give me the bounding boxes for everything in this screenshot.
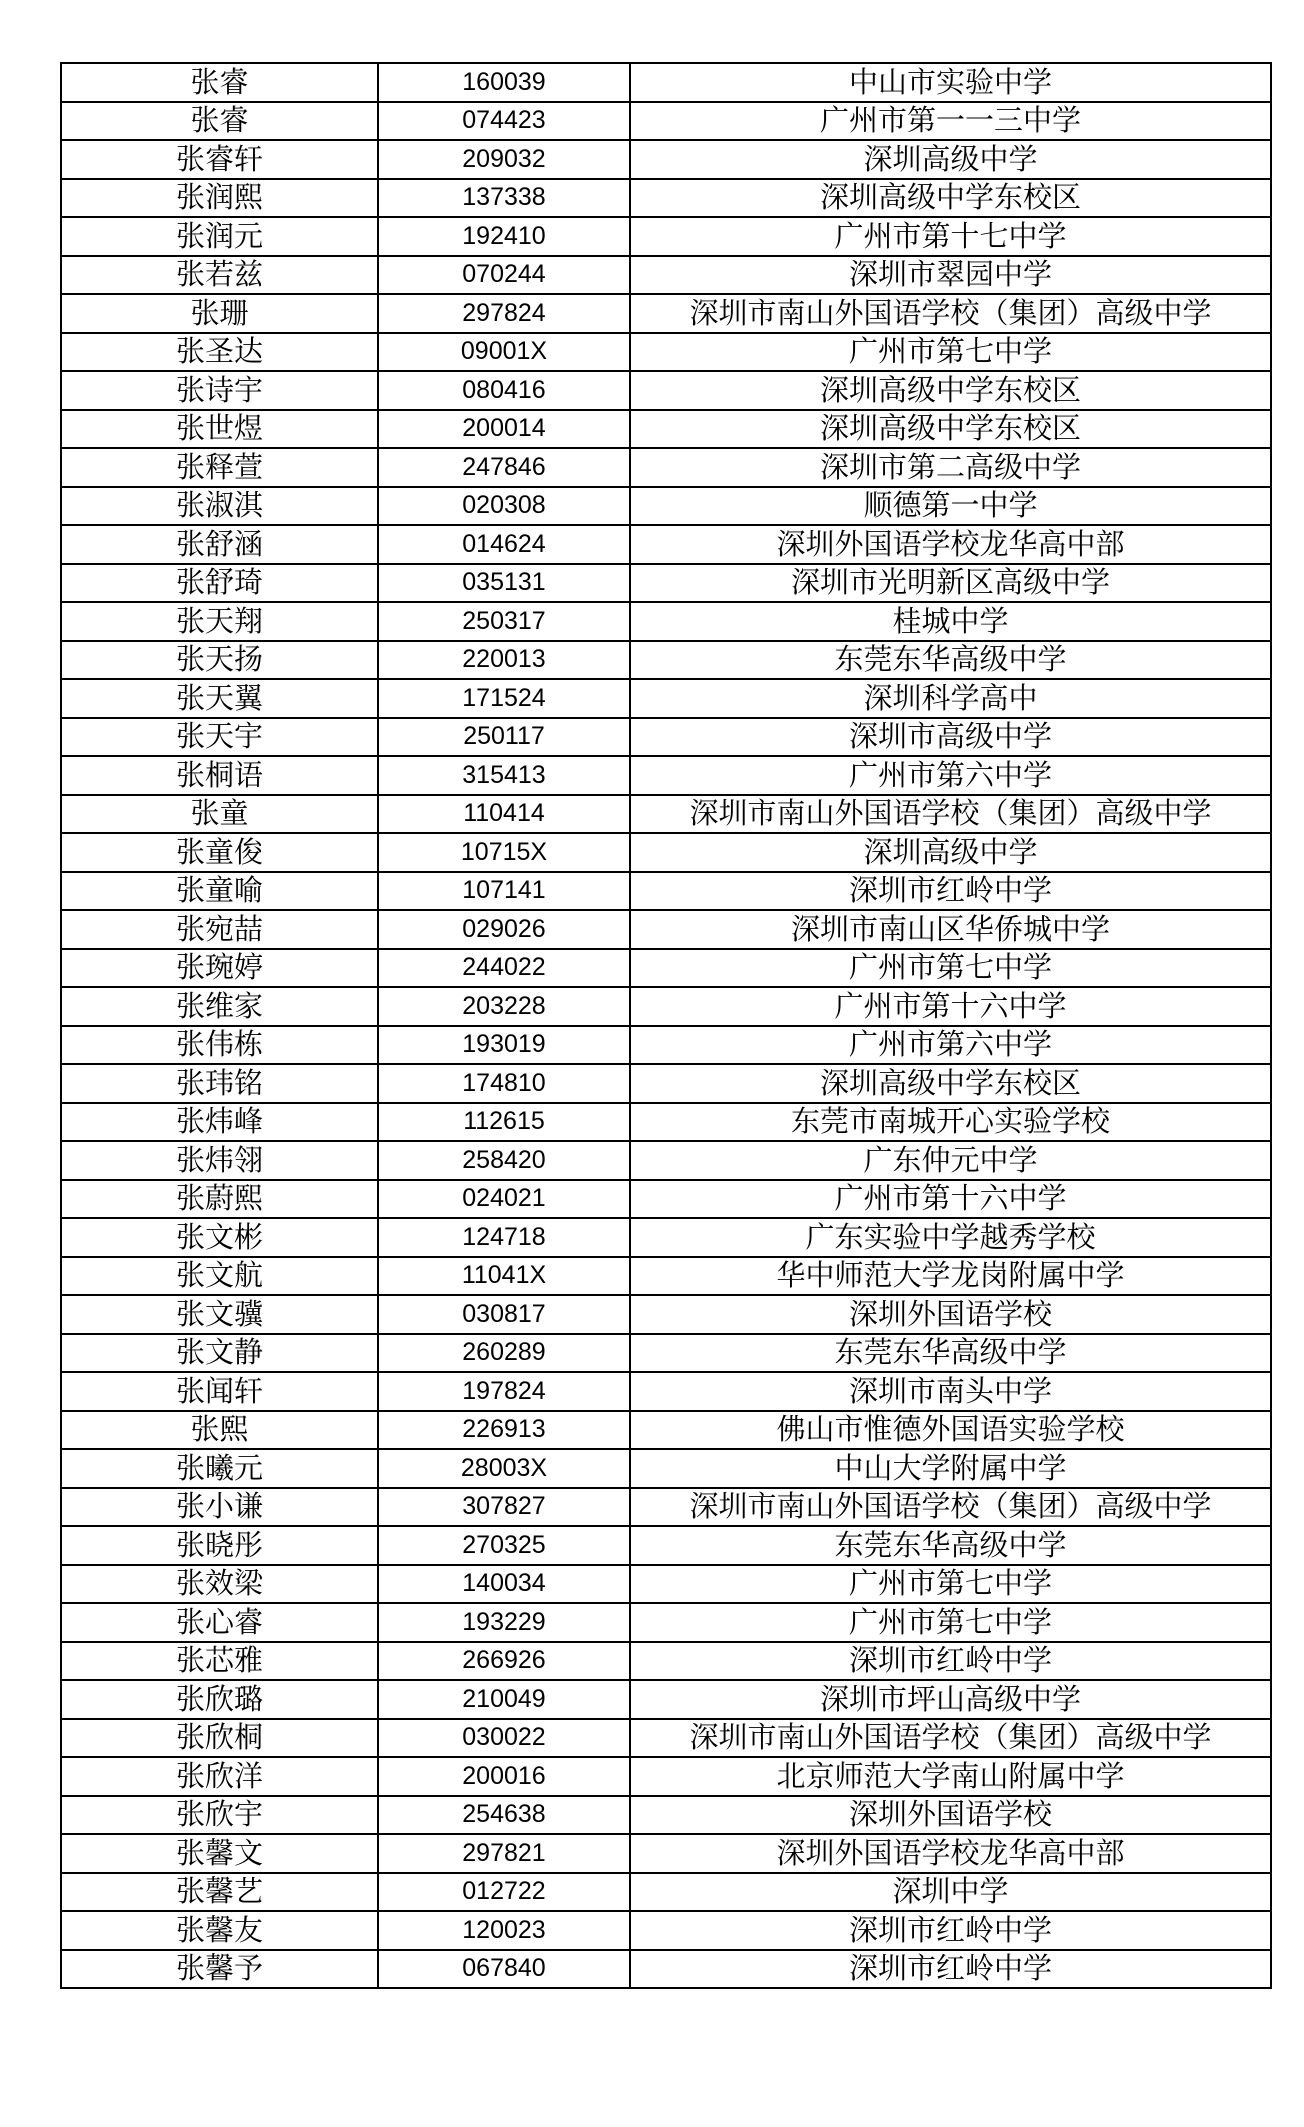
- school-name-cell: 深圳外国语学校龙华高中部: [630, 525, 1271, 564]
- school-name-cell: 深圳市南头中学: [630, 1372, 1271, 1411]
- school-name-cell: 顺德第一中学: [630, 487, 1271, 526]
- student-id-cell: 192410: [378, 217, 630, 256]
- student-id-cell: 09001X: [378, 333, 630, 372]
- table-row: [61, 1719, 1271, 1758]
- student-id-cell: 10715X: [378, 833, 630, 872]
- table-row: [61, 756, 1271, 795]
- table-row: [61, 949, 1271, 988]
- student-name-cell: 张曦元: [61, 1449, 378, 1488]
- school-name-cell: 广州市第十七中学: [630, 217, 1271, 256]
- student-id-cell: 137338: [378, 179, 630, 218]
- school-name-cell: 深圳外国语学校: [630, 1796, 1271, 1835]
- school-name-cell: 桂城中学: [630, 602, 1271, 641]
- table-row: [61, 294, 1271, 333]
- student-id-cell: 315413: [378, 756, 630, 795]
- student-name-cell: 张小谦: [61, 1488, 378, 1527]
- student-name-cell: 张天宇: [61, 718, 378, 757]
- student-name-cell: 张文骥: [61, 1295, 378, 1334]
- student-id-cell: 171524: [378, 679, 630, 718]
- school-name-cell: 广州市第十六中学: [630, 987, 1271, 1026]
- school-name-cell: 华中师范大学龙岗附属中学: [630, 1257, 1271, 1296]
- student-name-cell: 张诗宇: [61, 371, 378, 410]
- student-name-cell: 张圣达: [61, 333, 378, 372]
- school-name-cell: 广州市第七中学: [630, 949, 1271, 988]
- student-name-cell: 张琬婷: [61, 949, 378, 988]
- school-name-cell: 深圳外国语学校: [630, 1295, 1271, 1334]
- school-name-cell: 深圳市第二高级中学: [630, 448, 1271, 487]
- table-row: [61, 102, 1271, 141]
- table-row: [61, 1796, 1271, 1835]
- table-row: [61, 1141, 1271, 1180]
- table-row: [61, 1603, 1271, 1642]
- student-id-cell: 012722: [378, 1873, 630, 1912]
- table-row: [61, 487, 1271, 526]
- student-name-cell: 张睿: [61, 63, 378, 102]
- student-name-cell: 张睿: [61, 102, 378, 141]
- student-name-cell: 张欣洋: [61, 1757, 378, 1796]
- table-row: [61, 679, 1271, 718]
- school-name-cell: 东莞市南城开心实验学校: [630, 1103, 1271, 1142]
- table-row: [61, 987, 1271, 1026]
- school-name-cell: 深圳市南山外国语学校（集团）高级中学: [630, 1488, 1271, 1527]
- school-name-cell: 深圳市南山外国语学校（集团）高级中学: [630, 795, 1271, 834]
- student-id-cell: 029026: [378, 910, 630, 949]
- student-name-cell: 张润熙: [61, 179, 378, 218]
- student-name-cell: 张炜峰: [61, 1103, 378, 1142]
- student-name-cell: 张润元: [61, 217, 378, 256]
- student-name-cell: 张馨予: [61, 1950, 378, 1989]
- table-row: [61, 1873, 1271, 1912]
- school-name-cell: 深圳市光明新区高级中学: [630, 564, 1271, 603]
- student-id-cell: 258420: [378, 1141, 630, 1180]
- table-row: [61, 1680, 1271, 1719]
- table-row: [61, 371, 1271, 410]
- school-name-cell: 深圳科学高中: [630, 679, 1271, 718]
- student-id-cell: 200016: [378, 1757, 630, 1796]
- school-name-cell: 深圳市南山外国语学校（集团）高级中学: [630, 1719, 1271, 1758]
- student-id-cell: 074423: [378, 102, 630, 141]
- student-id-cell: 226913: [378, 1411, 630, 1450]
- table-row: [61, 1026, 1271, 1065]
- student-id-cell: 244022: [378, 949, 630, 988]
- table-row: [61, 256, 1271, 295]
- student-name-cell: 张欣宇: [61, 1796, 378, 1835]
- table-row: [61, 1565, 1271, 1604]
- table-row: [61, 1180, 1271, 1219]
- school-name-cell: 广东仲元中学: [630, 1141, 1271, 1180]
- student-name-cell: 张闻轩: [61, 1372, 378, 1411]
- student-id-cell: 220013: [378, 641, 630, 680]
- student-name-cell: 张玮铭: [61, 1064, 378, 1103]
- table-row: [61, 1449, 1271, 1488]
- student-name-cell: 张心睿: [61, 1603, 378, 1642]
- student-name-cell: 张晓彤: [61, 1526, 378, 1565]
- student-id-cell: 067840: [378, 1950, 630, 1989]
- student-id-cell: 193229: [378, 1603, 630, 1642]
- school-name-cell: 佛山市惟德外国语实验学校: [630, 1411, 1271, 1450]
- student-name-cell: 张馨友: [61, 1911, 378, 1950]
- school-name-cell: 深圳市红岭中学: [630, 872, 1271, 911]
- school-name-cell: 深圳外国语学校龙华高中部: [630, 1834, 1271, 1873]
- student-id-cell: 266926: [378, 1642, 630, 1681]
- school-name-cell: 北京师范大学南山附属中学: [630, 1757, 1271, 1796]
- student-id-cell: 020308: [378, 487, 630, 526]
- school-name-cell: 深圳中学: [630, 1873, 1271, 1912]
- student-id-cell: 035131: [378, 564, 630, 603]
- table-row: [61, 641, 1271, 680]
- student-id-cell: 014624: [378, 525, 630, 564]
- table-row: [61, 718, 1271, 757]
- student-name-cell: 张天翼: [61, 679, 378, 718]
- table-row: [61, 448, 1271, 487]
- student-name-cell: 张童: [61, 795, 378, 834]
- table-row: [61, 1218, 1271, 1257]
- school-name-cell: 深圳市高级中学: [630, 718, 1271, 757]
- student-name-cell: 张欣璐: [61, 1680, 378, 1719]
- student-name-cell: 张若兹: [61, 256, 378, 295]
- student-name-cell: 张舒涵: [61, 525, 378, 564]
- table-row: [61, 1950, 1271, 1989]
- table-row: [61, 63, 1271, 102]
- table-row: [61, 525, 1271, 564]
- student-id-cell: 209032: [378, 140, 630, 179]
- school-name-cell: 深圳高级中学: [630, 833, 1271, 872]
- table-row: [61, 140, 1271, 179]
- student-id-cell: 247846: [378, 448, 630, 487]
- table-row: [61, 1411, 1271, 1450]
- school-name-cell: 深圳高级中学东校区: [630, 179, 1271, 218]
- student-id-cell: 124718: [378, 1218, 630, 1257]
- student-name-cell: 张欣桐: [61, 1719, 378, 1758]
- student-id-cell: 210049: [378, 1680, 630, 1719]
- table-row: [61, 602, 1271, 641]
- school-name-cell: 广州市第七中学: [630, 1565, 1271, 1604]
- student-list-table: [60, 62, 1272, 1989]
- student-name-cell: 张天翔: [61, 602, 378, 641]
- student-name-cell: 张文航: [61, 1257, 378, 1296]
- school-name-cell: 深圳市坪山高级中学: [630, 1680, 1271, 1719]
- school-name-cell: 广州市第一一三中学: [630, 102, 1271, 141]
- student-name-cell: 张释萱: [61, 448, 378, 487]
- school-name-cell: 深圳市红岭中学: [630, 1950, 1271, 1989]
- school-name-cell: 东莞东华高级中学: [630, 641, 1271, 680]
- school-name-cell: 深圳市翠园中学: [630, 256, 1271, 295]
- table-row: [61, 910, 1271, 949]
- table-row: [61, 564, 1271, 603]
- student-id-cell: 024021: [378, 1180, 630, 1219]
- table-row: [61, 1488, 1271, 1527]
- student-name-cell: 张伟栋: [61, 1026, 378, 1065]
- student-id-cell: 250317: [378, 602, 630, 641]
- student-id-cell: 030817: [378, 1295, 630, 1334]
- student-name-cell: 张文彬: [61, 1218, 378, 1257]
- student-id-cell: 174810: [378, 1064, 630, 1103]
- table-row: [61, 1064, 1271, 1103]
- student-name-cell: 张宛喆: [61, 910, 378, 949]
- student-name-cell: 张桐语: [61, 756, 378, 795]
- student-name-cell: 张馨文: [61, 1834, 378, 1873]
- student-name-cell: 张世煜: [61, 410, 378, 449]
- school-name-cell: 广州市第六中学: [630, 756, 1271, 795]
- student-name-cell: 张童俊: [61, 833, 378, 872]
- table-row: [61, 1911, 1271, 1950]
- student-id-cell: 030022: [378, 1719, 630, 1758]
- student-id-cell: 260289: [378, 1334, 630, 1373]
- school-name-cell: 广州市第七中学: [630, 1603, 1271, 1642]
- student-id-cell: 203228: [378, 987, 630, 1026]
- school-name-cell: 广东实验中学越秀学校: [630, 1218, 1271, 1257]
- table-row: [61, 217, 1271, 256]
- student-name-cell: 张天扬: [61, 641, 378, 680]
- school-name-cell: 深圳高级中学东校区: [630, 371, 1271, 410]
- student-id-cell: 140034: [378, 1565, 630, 1604]
- student-name-cell: 张芯雅: [61, 1642, 378, 1681]
- table-row: [61, 795, 1271, 834]
- student-id-cell: 160039: [378, 63, 630, 102]
- student-name-cell: 张文静: [61, 1334, 378, 1373]
- student-name-cell: 张熙: [61, 1411, 378, 1450]
- school-name-cell: 中山市实验中学: [630, 63, 1271, 102]
- table-row: [61, 1642, 1271, 1681]
- student-id-cell: 070244: [378, 256, 630, 295]
- school-name-cell: 深圳市红岭中学: [630, 1911, 1271, 1950]
- student-name-cell: 张睿轩: [61, 140, 378, 179]
- school-name-cell: 东莞东华高级中学: [630, 1334, 1271, 1373]
- student-id-cell: 250117: [378, 718, 630, 757]
- school-name-cell: 广州市第六中学: [630, 1026, 1271, 1065]
- school-name-cell: 深圳市南山外国语学校（集团）高级中学: [630, 294, 1271, 333]
- student-id-cell: 197824: [378, 1372, 630, 1411]
- student-name-cell: 张馨艺: [61, 1873, 378, 1912]
- student-name-cell: 张效梁: [61, 1565, 378, 1604]
- table-row: [61, 179, 1271, 218]
- table-row: [61, 1757, 1271, 1796]
- table-row: [61, 833, 1271, 872]
- student-id-cell: 297821: [378, 1834, 630, 1873]
- student-name-cell: 张珊: [61, 294, 378, 333]
- table-row: [61, 1295, 1271, 1334]
- school-name-cell: 广州市第七中学: [630, 333, 1271, 372]
- school-name-cell: 深圳高级中学东校区: [630, 410, 1271, 449]
- student-id-cell: 28003X: [378, 1449, 630, 1488]
- student-id-cell: 107141: [378, 872, 630, 911]
- student-id-cell: 193019: [378, 1026, 630, 1065]
- table-row: [61, 1526, 1271, 1565]
- student-id-cell: 270325: [378, 1526, 630, 1565]
- table-row: [61, 872, 1271, 911]
- student-id-cell: 254638: [378, 1796, 630, 1835]
- student-id-cell: 200014: [378, 410, 630, 449]
- student-name-cell: 张蔚熙: [61, 1180, 378, 1219]
- student-name-cell: 张炜翎: [61, 1141, 378, 1180]
- school-name-cell: 广州市第十六中学: [630, 1180, 1271, 1219]
- student-name-cell: 张舒琦: [61, 564, 378, 603]
- student-id-cell: 110414: [378, 795, 630, 834]
- table-row: [61, 1834, 1271, 1873]
- student-name-cell: 张淑淇: [61, 487, 378, 526]
- student-name-cell: 张童喻: [61, 872, 378, 911]
- table-row: [61, 333, 1271, 372]
- student-id-cell: 11041X: [378, 1257, 630, 1296]
- student-id-cell: 112615: [378, 1103, 630, 1142]
- school-name-cell: 中山大学附属中学: [630, 1449, 1271, 1488]
- student-id-cell: 297824: [378, 294, 630, 333]
- table-row: [61, 1257, 1271, 1296]
- table-row: [61, 1372, 1271, 1411]
- school-name-cell: 深圳市南山区华侨城中学: [630, 910, 1271, 949]
- school-name-cell: 东莞东华高级中学: [630, 1526, 1271, 1565]
- table-row: [61, 1334, 1271, 1373]
- student-name-cell: 张维家: [61, 987, 378, 1026]
- school-name-cell: 深圳高级中学东校区: [630, 1064, 1271, 1103]
- student-id-cell: 120023: [378, 1911, 630, 1950]
- school-name-cell: 深圳高级中学: [630, 140, 1271, 179]
- table-body: [61, 63, 1271, 1988]
- table-row: [61, 1103, 1271, 1142]
- student-id-cell: 307827: [378, 1488, 630, 1527]
- table-row: [61, 410, 1271, 449]
- student-id-cell: 080416: [378, 371, 630, 410]
- school-name-cell: 深圳市红岭中学: [630, 1642, 1271, 1681]
